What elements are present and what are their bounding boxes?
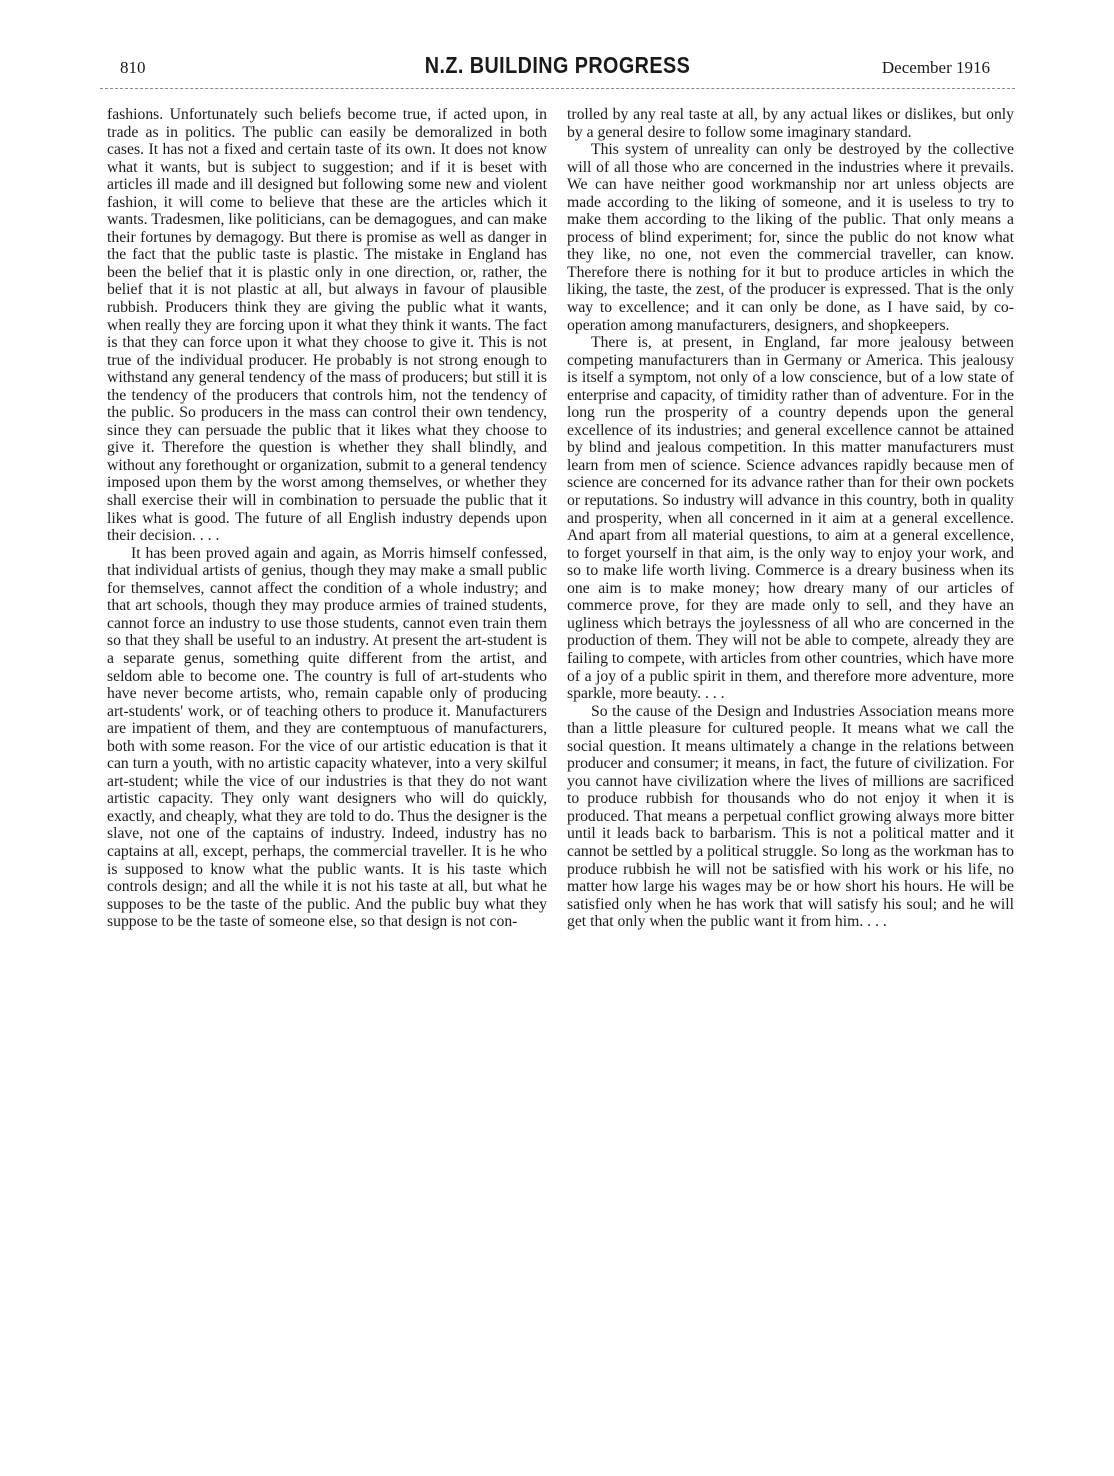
header-rule <box>100 88 1015 89</box>
right-column <box>567 106 1014 931</box>
left-column <box>107 106 547 931</box>
page-number: 810 <box>120 58 146 77</box>
paragraph: So the cause of the Design and Industries Association means more than a little pleasure for cultured people. It means what we call the social question. It means ultimately a change in the relations between producer and consumer; it means, in fact, the future of civilization. For you cannot have civilization where the lives of millions are sacrificed to produce rubbish for thousands who do not enjoy it when it is produced. That means a perpetual conflict growing always more bitter until it leads back to barbarism. This is not a political matter and it cannot be settled by a political struggle. So long as the workman has to produce rubbish he will not be satisfied with his work or his life, no matter how large his wages may be or how short his hours. He will be satisfied only when he has work that will satisfy his soul; and he will get that only when the public want it from him. . . . <box>567 702 1014 931</box>
issue-date: December 1916 <box>881 58 990 77</box>
magazine-title: N.Z. BUILDING PROGRESS <box>424 52 691 78</box>
paragraph: There is, at present, in England, far more jealousy between competing manufacturers than in Germany or America. This jealousy is itself a symptom, not only of a low conscience, but of a low state of enterprise and capacity, of timidity rather than of adventure. For in the long run the prosperity of a country depends upon the general excellence of its industries; and general excellence cannot be attained by blind and jealous competition. In this matter manufacturers must learn from men of science. Science advances rapidly because men of science are concerned for its advance rather than for their own pockets or reputations. So industry will advance in this country, both in quality and prosperity, when all concerned in it aim at a general excellence. And apart from all material questions, to aim at a general excellence, to forget yourself in that aim, is the only way to enjoy your work, and so to make life worth living. Commerce is a dreary business when its one aim is to make money; how dreary many of our articles of commerce prove, for they are made only to sell, and they have an ugliness which betrays the joylessness of all who are concerned in the production of them. They will not be able to compete, already they are failing to compete, with articles from other countries, which have more of a joy of a public spirit in them, and therefore more adventure, more sparkle, more beauty. . . . <box>567 334 1014 703</box>
paragraph: It has been proved again and again, as Morris himself confessed, that individual artists of genius, though they may make a small public for themselves, cannot affect the condition of a whole industry; and that art schools, though they may produce armies of trained students, cannot force an industry to use those students, cannot even train them so that they shall be useful to an industry. At present the art-student is a separate genus, something quite different from the artist, and seldom able to become one. The country is full of art-students who have never become artists, who, remain capable only of producing art-students' work, or of teaching others to produce it. Manufacturers are impatient of them, and they are contemptuous of manufacturers, both with some reason. For the vice of our artistic education is that it can turn a youth, with no artistic capacity whatever, into a very skilful art-student; while the vice of our industries is that they do not want artistic capacity. They only want designers who will do quickly, exactly, and cheaply, what they are told to do. Thus the designer is the slave, not one of the captains of industry. Indeed, industry has no captains at all, except, perhaps, the commercial traveller. It is he who is supposed to know what the public wants. It is his taste which controls design; and all the while it is not his taste at all, but what he supposes to be the taste of the public. And the public buy what they suppose to be the taste of someone else, so that design is not con- <box>107 544 547 931</box>
paragraph: This system of unreality can only be destroyed by the collective will of all those who are concerned in the industries where it prevails. We can have neither good workmanship nor art unless objects are made according to the liking of someone, and it is useless to try to make them according to the liking of the public. That only means a process of blind experiment; for, since the public do not know what they like, no one, not even the commercial traveller, can know. Therefore there is nothing for it but to produce articles in which the liking, the taste, the zest, of the producer is expressed. That is the only way to excellence; and it can only be done, as I have said, by co-operation among manufacturers, designers, and shopkeepers. <box>567 141 1014 334</box>
page-header <box>100 52 1015 90</box>
paragraph: fashions. Unfortunately such beliefs become true, if acted upon, in trade as in politics. The public can easily be demoralized in both cases. It has not a fixed and certain taste of its own. It does not know what it wants, but is subject to suggestion; and if it is beset with articles ill made and ill designed but following some new and violent fashion, it will come to believe that these are the articles which it wants. Tradesmen, like politicians, can be demagogues, and can make their fortunes by demagogy. But there is promise as well as danger in the fact that the public taste is plastic. The mistake in England has been the belief that it is plastic only in one direction, or, rather, the belief that it is not plastic at all, but always in favour of plausible rubbish. Producers think they are giving the public what it wants, when really they are forcing upon it what they think it wants. The fact is that they can force upon it what they choose to give it. This is not true of the individual producer. He probably is not strong enough to withstand any general tendency of the mass of producers; but still it is the tendency of the producers that controls him, not the tendency of the public. So producers in the mass can control their own tendency, since they can persuade the public that it likes what they choose to give it. Therefore the question is whether they shall blindly, and without any forethought or organization, submit to a general tendency imposed upon them by the worst among themselves, or whether they shall exercise their will in combination to persuade the public that it likes what is good. The future of all English industry depends upon their decision. . . . <box>107 106 547 545</box>
paragraph: trolled by any real taste at all, by any actual likes or dislikes, but only by a general desire to follow some imaginary standard. <box>567 106 1014 141</box>
